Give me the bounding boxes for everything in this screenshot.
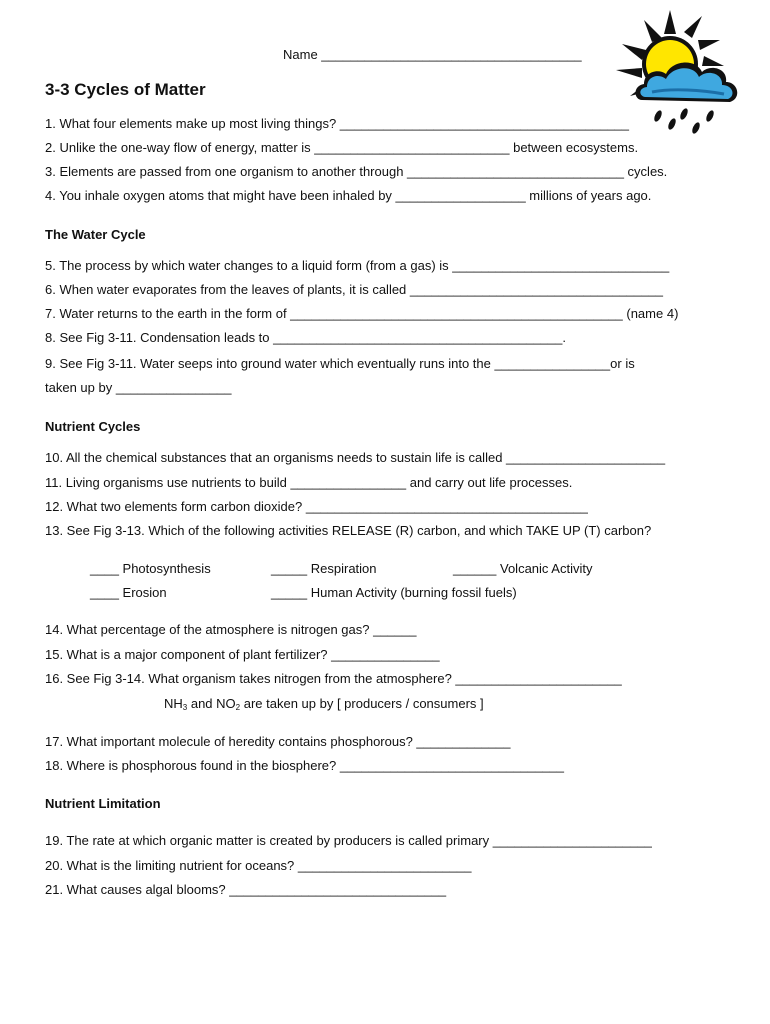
question-16: 16. See Fig 3-14. What organism takes nitrogen from the atmosphere? _______________________ bbox=[45, 671, 622, 686]
question-11: 11. Living organisms use nutrients to build ________________ and carry out life processes. bbox=[45, 475, 573, 490]
question-17: 17. What important molecule of heredity contains phosphorous? _____________ bbox=[45, 734, 511, 749]
activity-respiration: _____ Respiration bbox=[271, 561, 377, 576]
question-2: 2. Unlike the one-way flow of energy, matter is ___________________________ between ecosystems. bbox=[45, 140, 639, 155]
section-heading-nutrient-limitation: Nutrient Limitation bbox=[45, 796, 161, 811]
question-14: 14. What percentage of the atmosphere is nitrogen gas? ______ bbox=[45, 622, 417, 637]
name-field-line: Name ____________________________________ bbox=[283, 47, 582, 62]
sun-cloud-rain-icon bbox=[612, 8, 750, 140]
question-5: 5. The process by which water changes to a liquid form (from a gas) is ______________________________ bbox=[45, 258, 670, 273]
question-4: 4. You inhale oxygen atoms that might have been inhaled by __________________ millions of years ago. bbox=[45, 188, 652, 203]
question-13: 13. See Fig 3-13. Which of the following activities RELEASE (R) carbon, and which TAKE UP (T) carbon? bbox=[45, 523, 652, 538]
question-20: 20. What is the limiting nutrient for oceans? ________________________ bbox=[45, 858, 472, 873]
question-19: 19. The rate at which organic matter is created by producers is called primary ______________________ bbox=[45, 833, 652, 848]
no2-subscript: 2 bbox=[235, 703, 241, 712]
question-1: 1. What four elements make up most living things? ________________________________________ bbox=[45, 116, 630, 131]
section-heading-water-cycle: The Water Cycle bbox=[45, 227, 146, 242]
nh3-subscript: 3 bbox=[182, 703, 188, 712]
question-10: 10. All the chemical substances that an organisms needs to sustain life is called ______________________ bbox=[45, 450, 666, 465]
question-3: 3. Elements are passed from one organism to another through ______________________________ cycles. bbox=[45, 164, 668, 179]
question-15: 15. What is a major component of plant fertilizer? _______________ bbox=[45, 647, 440, 662]
activity-volcanic: ______ Volcanic Activity bbox=[453, 561, 593, 576]
question-18: 18. Where is phosphorous found in the biosphere? _______________________________ bbox=[45, 758, 564, 773]
no2-text: and NO bbox=[187, 696, 236, 711]
activity-erosion: ____ Erosion bbox=[90, 585, 167, 600]
rain-icon bbox=[653, 107, 716, 134]
nh3-text: NH bbox=[164, 696, 183, 711]
question-12: 12. What two elements form carbon dioxide? _______________________________________ bbox=[45, 499, 588, 514]
section-heading-nutrient-cycles: Nutrient Cycles bbox=[45, 419, 141, 434]
nitrogen-compounds-line bbox=[164, 696, 484, 712]
question-9-continued: taken up by ________________ bbox=[45, 380, 232, 395]
question-8: 8. See Fig 3-11. Condensation leads to ________________________________________. bbox=[45, 330, 566, 345]
nitrogen-choice-text: are taken up by [ producers / consumers ] bbox=[240, 696, 484, 711]
question-21: 21. What causes algal blooms? ______________________________ bbox=[45, 882, 447, 897]
question-7: 7. Water returns to the earth in the form of ______________________________________________ (name 4) bbox=[45, 306, 679, 321]
activity-human: _____ Human Activity (burning fossil fuels) bbox=[271, 585, 517, 600]
question-9: 9. See Fig 3-11. Water seeps into ground water which eventually runs into the ________________or is bbox=[45, 356, 635, 371]
page-title: 3-3 Cycles of Matter bbox=[45, 80, 206, 99]
question-6: 6. When water evaporates from the leaves of plants, it is called ___________________________________ bbox=[45, 282, 663, 297]
activity-photosynthesis: ____ Photosynthesis bbox=[90, 561, 211, 576]
